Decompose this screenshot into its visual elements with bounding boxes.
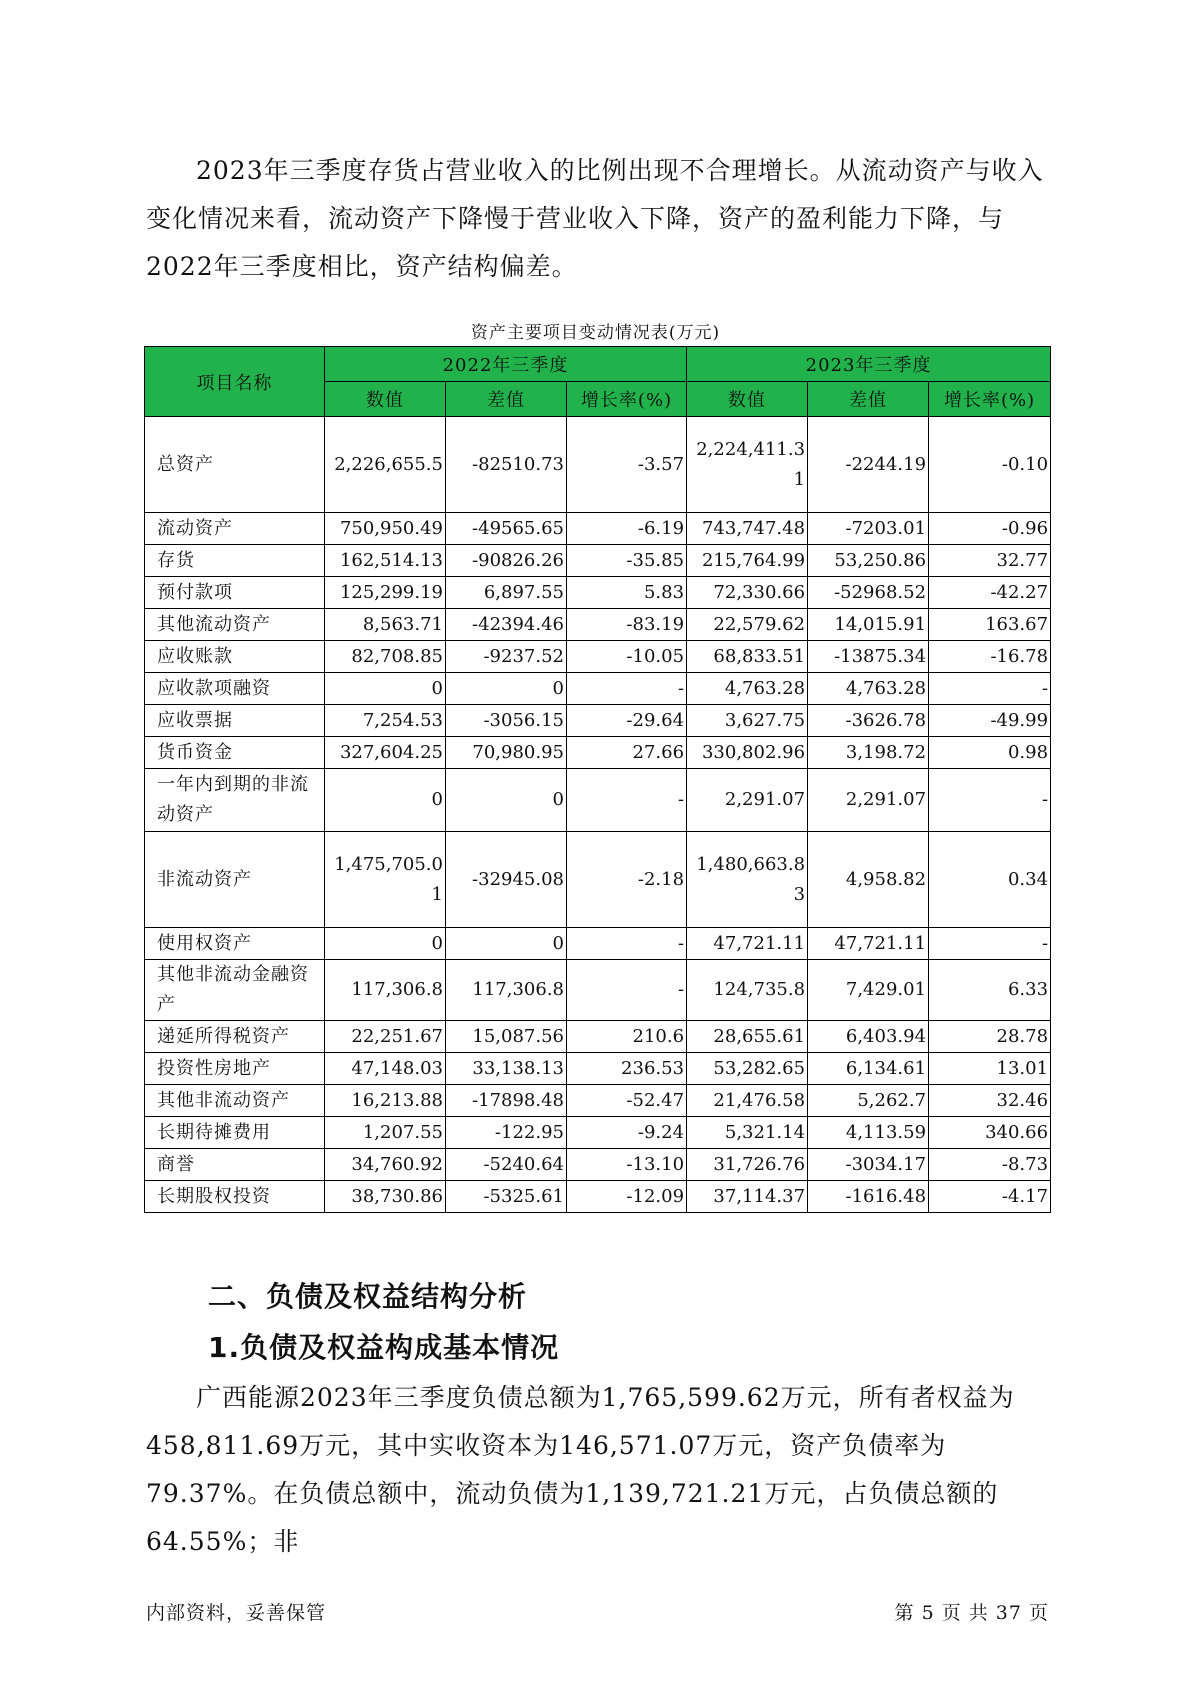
intro-text: 2023年三季度存货占营业收入的比例出现不合理增长。从流动资产与收入变化情况来看，流动资产下降慢于营业收入下降，资产的盈利能力下降，与2022年三季度相比，资产结构偏差。 xyxy=(146,156,1044,281)
cell-v1: 7,254.53 xyxy=(325,705,446,737)
cell-g1: -12.09 xyxy=(567,1181,687,1213)
table-row xyxy=(145,1085,1051,1117)
cell-g1: 5.83 xyxy=(567,577,687,609)
cell-g2: 6.33 xyxy=(929,960,1051,1021)
cell-v1: 162,514.13 xyxy=(325,545,446,577)
table-row xyxy=(145,641,1051,673)
cell-d1: -17898.48 xyxy=(446,1085,567,1117)
header-diff-2022: 差值 xyxy=(446,382,567,417)
cell-d1: -3056.15 xyxy=(446,705,567,737)
cell-d2: 4,113.59 xyxy=(808,1117,929,1149)
footer-page-number: 第 5 页 共 37 页 xyxy=(894,1602,1049,1624)
cell-v2: 2,224,411.31 xyxy=(687,417,808,513)
row-item-name: 长期股权投资 xyxy=(145,1181,325,1213)
header-growth-2023: 增长率(%) xyxy=(929,382,1051,417)
cell-g2: - xyxy=(929,769,1051,832)
cell-v1: 47,148.03 xyxy=(325,1053,446,1085)
cell-d1: 15,087.56 xyxy=(446,1021,567,1053)
table-row xyxy=(145,960,1051,1021)
cell-g2: 340.66 xyxy=(929,1117,1051,1149)
cell-g2: -49.99 xyxy=(929,705,1051,737)
cell-g1: -6.19 xyxy=(567,513,687,545)
row-item-name: 一年内到期的非流动资产 xyxy=(145,769,325,832)
cell-v2: 3,627.75 xyxy=(687,705,808,737)
cell-v1: 0 xyxy=(325,673,446,705)
header-period-2023: 2023年三季度 xyxy=(687,347,1051,382)
table-row xyxy=(145,1117,1051,1149)
cell-g2: -16.78 xyxy=(929,641,1051,673)
section-paragraph xyxy=(146,1374,1046,1566)
cell-v1: 327,604.25 xyxy=(325,737,446,769)
cell-d2: 4,763.28 xyxy=(808,673,929,705)
cell-v1: 38,730.86 xyxy=(325,1181,446,1213)
cell-d1: -90826.26 xyxy=(446,545,567,577)
cell-g1: - xyxy=(567,673,687,705)
cell-d1: 0 xyxy=(446,769,567,832)
table-row xyxy=(145,1149,1051,1181)
cell-d2: 7,429.01 xyxy=(808,960,929,1021)
table-row xyxy=(145,577,1051,609)
cell-g2: 32.46 xyxy=(929,1085,1051,1117)
cell-v2: 28,655.61 xyxy=(687,1021,808,1053)
cell-v1: 1,475,705.01 xyxy=(325,832,446,928)
cell-d2: -13875.34 xyxy=(808,641,929,673)
cell-d2: 2,291.07 xyxy=(808,769,929,832)
cell-v1: 125,299.19 xyxy=(325,577,446,609)
cell-d1: -42394.46 xyxy=(446,609,567,641)
table-row xyxy=(145,928,1051,960)
cell-d2: 53,250.86 xyxy=(808,545,929,577)
row-item-name: 预付款项 xyxy=(145,577,325,609)
cell-g1: -35.85 xyxy=(567,545,687,577)
row-item-name: 应收款项融资 xyxy=(145,673,325,705)
cell-d2: 14,015.91 xyxy=(808,609,929,641)
table-row xyxy=(145,609,1051,641)
asset-change-table xyxy=(144,346,1051,1213)
table-row xyxy=(145,417,1051,513)
cell-d2: -3034.17 xyxy=(808,1149,929,1181)
cell-d2: -1616.48 xyxy=(808,1181,929,1213)
cell-v1: 16,213.88 xyxy=(325,1085,446,1117)
cell-g2: 28.78 xyxy=(929,1021,1051,1053)
row-item-name: 货币资金 xyxy=(145,737,325,769)
cell-g2: 163.67 xyxy=(929,609,1051,641)
cell-v1: 0 xyxy=(325,769,446,832)
row-item-name: 应收票据 xyxy=(145,705,325,737)
cell-d2: 5,262.7 xyxy=(808,1085,929,1117)
cell-d2: 4,958.82 xyxy=(808,832,929,928)
cell-g1: -2.18 xyxy=(567,832,687,928)
table-row xyxy=(145,769,1051,832)
intro-paragraph xyxy=(146,147,1046,291)
cell-v2: 5,321.14 xyxy=(687,1117,808,1149)
cell-g2: - xyxy=(929,673,1051,705)
table-row xyxy=(145,737,1051,769)
cell-d1: 117,306.8 xyxy=(446,960,567,1021)
cell-v2: 22,579.62 xyxy=(687,609,808,641)
cell-v2: 4,763.28 xyxy=(687,673,808,705)
table-row xyxy=(145,545,1051,577)
row-item-name: 其他非流动资产 xyxy=(145,1085,325,1117)
cell-d1: -49565.65 xyxy=(446,513,567,545)
cell-g2: -0.10 xyxy=(929,417,1051,513)
cell-d1: -82510.73 xyxy=(446,417,567,513)
cell-v1: 8,563.71 xyxy=(325,609,446,641)
subsection-heading: 1.负债及权益构成基本情况 xyxy=(208,1331,560,1364)
cell-d1: -5325.61 xyxy=(446,1181,567,1213)
row-item-name: 总资产 xyxy=(145,417,325,513)
cell-v2: 37,114.37 xyxy=(687,1181,808,1213)
row-item-name: 递延所得税资产 xyxy=(145,1021,325,1053)
cell-g1: -3.57 xyxy=(567,417,687,513)
cell-g1: -13.10 xyxy=(567,1149,687,1181)
cell-d1: -9237.52 xyxy=(446,641,567,673)
cell-g2: -0.96 xyxy=(929,513,1051,545)
row-item-name: 非流动资产 xyxy=(145,832,325,928)
section-paragraph-text: 广西能源2023年三季度负债总额为1,765,599.62万元，所有者权益为458,811.69万元，其中实收资本为146,571.07万元，资产负债率为79.37%。在负债总额中，流动负债为1,139,721.21万元，占负债总额的64.55%；非 xyxy=(146,1383,1015,1556)
cell-g1: 27.66 xyxy=(567,737,687,769)
cell-v2: 31,726.76 xyxy=(687,1149,808,1181)
header-value-2023: 数值 xyxy=(687,382,808,417)
cell-v1: 82,708.85 xyxy=(325,641,446,673)
cell-v2: 53,282.65 xyxy=(687,1053,808,1085)
cell-g1: - xyxy=(567,960,687,1021)
cell-v1: 2,226,655.5 xyxy=(325,417,446,513)
row-item-name: 存货 xyxy=(145,545,325,577)
cell-g2: 0.34 xyxy=(929,832,1051,928)
cell-d1: 70,980.95 xyxy=(446,737,567,769)
cell-v1: 117,306.8 xyxy=(325,960,446,1021)
cell-v2: 743,747.48 xyxy=(687,513,808,545)
cell-g2: 13.01 xyxy=(929,1053,1051,1085)
cell-g1: 236.53 xyxy=(567,1053,687,1085)
header-period-2022: 2022年三季度 xyxy=(325,347,687,382)
table-row xyxy=(145,1053,1051,1085)
cell-v2: 72,330.66 xyxy=(687,577,808,609)
row-item-name: 流动资产 xyxy=(145,513,325,545)
cell-g2: 0.98 xyxy=(929,737,1051,769)
header-item-name: 项目名称 xyxy=(145,347,325,417)
footer-confidential: 内部资料，妥善保管 xyxy=(146,1602,327,1624)
table-row xyxy=(145,832,1051,928)
cell-g1: -9.24 xyxy=(567,1117,687,1149)
table-row xyxy=(145,705,1051,737)
cell-v1: 750,950.49 xyxy=(325,513,446,545)
table-body xyxy=(145,417,1051,1213)
cell-v1: 1,207.55 xyxy=(325,1117,446,1149)
cell-d2: -7203.01 xyxy=(808,513,929,545)
cell-d1: -122.95 xyxy=(446,1117,567,1149)
cell-d1: 0 xyxy=(446,673,567,705)
cell-d1: 33,138.13 xyxy=(446,1053,567,1085)
header-growth-2022: 增长率(%) xyxy=(567,382,687,417)
cell-g2: - xyxy=(929,928,1051,960)
cell-g1: 210.6 xyxy=(567,1021,687,1053)
cell-g1: -29.64 xyxy=(567,705,687,737)
cell-d2: 47,721.11 xyxy=(808,928,929,960)
row-item-name: 投资性房地产 xyxy=(145,1053,325,1085)
table-row xyxy=(145,1021,1051,1053)
cell-g2: -4.17 xyxy=(929,1181,1051,1213)
row-item-name: 长期待摊费用 xyxy=(145,1117,325,1149)
cell-g2: -8.73 xyxy=(929,1149,1051,1181)
cell-v2: 21,476.58 xyxy=(687,1085,808,1117)
table-row xyxy=(145,1181,1051,1213)
header-value-2022: 数值 xyxy=(325,382,446,417)
cell-g1: -10.05 xyxy=(567,641,687,673)
cell-v2: 1,480,663.83 xyxy=(687,832,808,928)
cell-g2: 32.77 xyxy=(929,545,1051,577)
cell-v2: 47,721.11 xyxy=(687,928,808,960)
section-heading: 二、负债及权益结构分析 xyxy=(208,1280,528,1313)
cell-d1: 0 xyxy=(446,928,567,960)
row-item-name: 其他流动资产 xyxy=(145,609,325,641)
cell-v1: 0 xyxy=(325,928,446,960)
cell-v1: 34,760.92 xyxy=(325,1149,446,1181)
cell-g2: -42.27 xyxy=(929,577,1051,609)
cell-d2: 6,403.94 xyxy=(808,1021,929,1053)
cell-v2: 2,291.07 xyxy=(687,769,808,832)
cell-v1: 22,251.67 xyxy=(325,1021,446,1053)
cell-d2: -2244.19 xyxy=(808,417,929,513)
cell-g1: -52.47 xyxy=(567,1085,687,1117)
table-caption: 资产主要项目变动情况表(万元) xyxy=(470,323,721,343)
header-diff-2023: 差值 xyxy=(808,382,929,417)
cell-v2: 68,833.51 xyxy=(687,641,808,673)
cell-d2: -52968.52 xyxy=(808,577,929,609)
row-item-name: 其他非流动金融资产 xyxy=(145,960,325,1021)
row-item-name: 应收账款 xyxy=(145,641,325,673)
cell-g1: -83.19 xyxy=(567,609,687,641)
cell-v2: 215,764.99 xyxy=(687,545,808,577)
cell-v2: 124,735.8 xyxy=(687,960,808,1021)
cell-d1: 6,897.55 xyxy=(446,577,567,609)
table-row xyxy=(145,513,1051,545)
row-item-name: 使用权资产 xyxy=(145,928,325,960)
cell-d1: -32945.08 xyxy=(446,832,567,928)
cell-d2: -3626.78 xyxy=(808,705,929,737)
row-item-name: 商誉 xyxy=(145,1149,325,1181)
cell-g1: - xyxy=(567,928,687,960)
cell-g1: - xyxy=(567,769,687,832)
cell-v2: 330,802.96 xyxy=(687,737,808,769)
table-row xyxy=(145,673,1051,705)
cell-d1: -5240.64 xyxy=(446,1149,567,1181)
cell-d2: 3,198.72 xyxy=(808,737,929,769)
cell-d2: 6,134.61 xyxy=(808,1053,929,1085)
